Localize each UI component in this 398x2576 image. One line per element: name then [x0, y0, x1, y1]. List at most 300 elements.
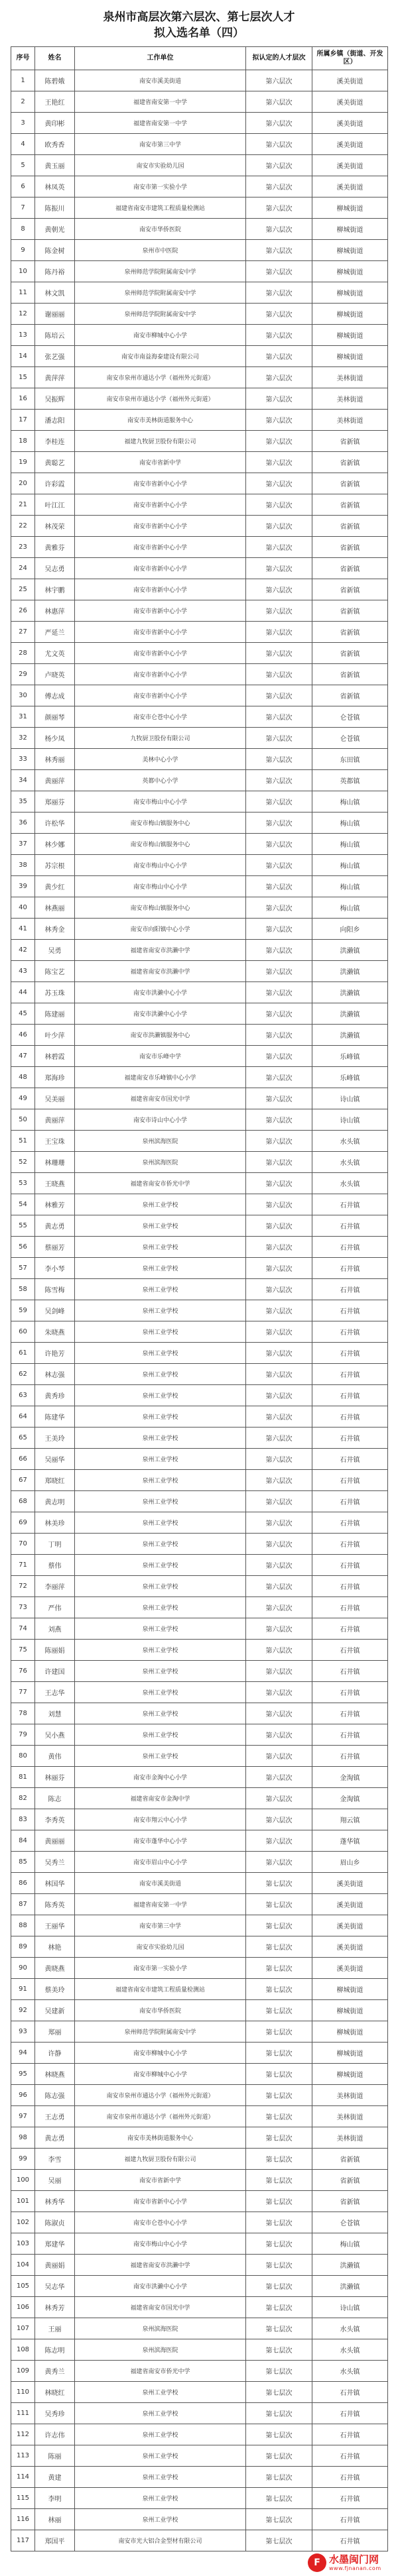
table-row — [11, 961, 388, 982]
table-row — [11, 1025, 388, 1046]
row-name: 苏玉珠 — [35, 982, 75, 1003]
row-name: 陈丽 — [35, 2445, 75, 2467]
row-index: 61 — [11, 1343, 35, 1364]
row-town: 梅山镇 — [312, 876, 388, 897]
row-unit: 泉州工业学校 — [75, 1491, 246, 1512]
row-level: 第六层次 — [246, 643, 312, 664]
table-row — [11, 2170, 388, 2191]
row-name: 林碧霞 — [35, 1046, 75, 1067]
row-level: 第六层次 — [246, 622, 312, 643]
row-index: 36 — [11, 812, 35, 834]
row-unit: 泉州工业学校 — [75, 1470, 246, 1491]
row-town: 石井镇 — [312, 1576, 388, 1597]
row-level: 第六层次 — [246, 1809, 312, 1830]
row-name: 谢丽丽 — [35, 304, 75, 325]
row-town: 水头镇 — [312, 1152, 388, 1173]
row-town: 柳城街道 — [312, 2064, 388, 2085]
row-level: 第六层次 — [246, 1597, 312, 1618]
row-town: 梅山镇 — [312, 834, 388, 855]
row-level: 第七层次 — [246, 2488, 312, 2509]
row-level: 第七层次 — [246, 2021, 312, 2043]
row-town: 石井镇 — [312, 1237, 388, 1258]
row-town: 美林街道 — [312, 367, 388, 388]
row-name: 丁明 — [35, 1534, 75, 1555]
row-name: 林文凯 — [35, 282, 75, 304]
row-unit: 九牧厨卫股份有限公司 — [75, 728, 246, 749]
row-town: 溪美街道 — [312, 113, 388, 134]
row-unit: 福建九牧厨卫股份有限公司 — [75, 2149, 246, 2170]
row-index: 46 — [11, 1025, 35, 1046]
row-name: 许志伟 — [35, 2424, 75, 2445]
row-unit: 福建省南安市侨光中学 — [75, 2361, 246, 2382]
row-town: 柳城街道 — [312, 2000, 388, 2021]
table-row — [11, 473, 388, 494]
table-row — [11, 176, 388, 197]
row-level: 第七层次 — [246, 2149, 312, 2170]
header-level: 拟认定的人才层次 — [246, 47, 312, 70]
row-level: 第七层次 — [246, 2191, 312, 2212]
row-town: 溪美街道 — [312, 1915, 388, 1936]
row-town: 石井镇 — [312, 2424, 388, 2445]
row-unit: 福建省南安市洪濑中学 — [75, 2255, 246, 2276]
row-name: 欧秀香 — [35, 134, 75, 155]
row-name: 叶江江 — [35, 494, 75, 516]
row-town: 溪美街道 — [312, 176, 388, 197]
row-town: 石井镇 — [312, 1321, 388, 1343]
row-unit: 泉州工业学校 — [75, 1724, 246, 1746]
table-row — [11, 1491, 388, 1512]
row-unit: 泉州工业学校 — [75, 1640, 246, 1661]
row-index: 73 — [11, 1597, 35, 1618]
row-level: 第六层次 — [246, 834, 312, 855]
row-level: 第六层次 — [246, 1385, 312, 1406]
row-index: 110 — [11, 2382, 35, 2403]
row-level: 第六层次 — [246, 431, 312, 452]
table-row — [11, 600, 388, 622]
row-index: 13 — [11, 325, 35, 346]
row-unit: 南安市美林街道服务中心 — [75, 410, 246, 431]
row-index: 28 — [11, 643, 35, 664]
row-name: 朱晓燕 — [35, 1321, 75, 1343]
table-row — [11, 1703, 388, 1724]
row-level: 第六层次 — [246, 346, 312, 367]
row-index: 116 — [11, 2509, 35, 2530]
table-row — [11, 558, 388, 579]
row-index: 96 — [11, 2085, 35, 2106]
table-row — [11, 812, 388, 834]
table-row — [11, 2297, 388, 2318]
table-row — [11, 282, 388, 304]
row-name: 林志强 — [35, 1364, 75, 1385]
table-row — [11, 1682, 388, 1703]
row-unit: 泉州滨海医院 — [75, 1131, 246, 1152]
row-town: 省新镇 — [312, 2149, 388, 2170]
row-name: 郑海珍 — [35, 1067, 75, 1088]
row-unit: 泉州工业学校 — [75, 1406, 246, 1428]
row-index: 62 — [11, 1364, 35, 1385]
site-watermark — [308, 2552, 395, 2573]
row-level: 第六层次 — [246, 410, 312, 431]
row-town: 省新镇 — [312, 2170, 388, 2191]
row-level: 第六层次 — [246, 1640, 312, 1661]
table-row — [11, 1343, 388, 1364]
row-level: 第六层次 — [246, 982, 312, 1003]
row-unit: 福建省南安第一中学 — [75, 91, 246, 113]
row-town: 石井镇 — [312, 1512, 388, 1534]
row-name: 林珊珊 — [35, 1152, 75, 1173]
table-row — [11, 1088, 388, 1109]
row-town: 石井镇 — [312, 1682, 388, 1703]
row-unit: 南安市省新中心小学 — [75, 643, 246, 664]
row-town: 乐峰镇 — [312, 1067, 388, 1088]
row-index: 12 — [11, 304, 35, 325]
row-index: 111 — [11, 2403, 35, 2424]
row-unit: 南安市溪美街道 — [75, 70, 246, 91]
row-unit: 泉州工业学校 — [75, 1343, 246, 1364]
row-unit: 泉州工业学校 — [75, 1279, 246, 1300]
row-level: 第六层次 — [246, 1703, 312, 1724]
row-name: 陈志 — [35, 1788, 75, 1809]
row-index: 105 — [11, 2276, 35, 2297]
row-name: 林秀金 — [35, 919, 75, 940]
row-town: 梅山镇 — [312, 2233, 388, 2255]
row-index: 117 — [11, 2530, 35, 2551]
table-row — [11, 770, 388, 791]
row-level: 第七层次 — [246, 2509, 312, 2530]
row-level: 第七层次 — [246, 1936, 312, 1958]
row-level: 第六层次 — [246, 197, 312, 219]
row-level: 第六层次 — [246, 1300, 312, 1321]
row-level: 第七层次 — [246, 2445, 312, 2467]
row-town: 石井镇 — [312, 2530, 388, 2551]
row-town: 石井镇 — [312, 1215, 388, 1237]
row-index: 20 — [11, 473, 35, 494]
row-index: 1 — [11, 70, 35, 91]
row-town: 石井镇 — [312, 2488, 388, 2509]
row-name: 蔡伟 — [35, 1555, 75, 1576]
row-index: 79 — [11, 1724, 35, 1746]
row-town: 石井镇 — [312, 1449, 388, 1470]
row-name: 黄秀珍 — [35, 1385, 75, 1406]
header-town: 所属乡镇（街道、开发区） — [312, 47, 388, 70]
row-name: 吴丽华 — [35, 1449, 75, 1470]
row-town: 水头镇 — [312, 1173, 388, 1194]
row-town: 石井镇 — [312, 1406, 388, 1428]
row-name: 吴丽 — [35, 2170, 75, 2191]
row-level: 第六层次 — [246, 1852, 312, 1873]
row-town: 省新镇 — [312, 622, 388, 643]
row-level: 第六层次 — [246, 876, 312, 897]
row-unit: 泉州工业学校 — [75, 1534, 246, 1555]
row-level: 第六层次 — [246, 1724, 312, 1746]
row-town: 乐峰镇 — [312, 1046, 388, 1067]
row-name: 黄丽萍 — [35, 770, 75, 791]
table-row — [11, 155, 388, 176]
row-level: 第七层次 — [246, 1979, 312, 2000]
row-level: 第六层次 — [246, 558, 312, 579]
table-row — [11, 1046, 388, 1067]
row-level: 第六层次 — [246, 70, 312, 91]
row-town: 溪美街道 — [312, 155, 388, 176]
table-row — [11, 410, 388, 431]
row-unit: 泉州工业学校 — [75, 1364, 246, 1385]
table-row — [11, 982, 388, 1003]
row-name: 郑国平 — [35, 2530, 75, 2551]
row-town: 溪美街道 — [312, 134, 388, 155]
table-row — [11, 919, 388, 940]
row-town: 水头镇 — [312, 2318, 388, 2339]
row-town: 水头镇 — [312, 2361, 388, 2382]
row-unit: 南安市泉州市通达小学（福州外元街道） — [75, 2106, 246, 2127]
document-title — [0, 9, 398, 41]
row-index: 92 — [11, 2000, 35, 2021]
watermark-text — [329, 2554, 381, 2572]
table-row — [11, 1194, 388, 1215]
table-row — [11, 70, 388, 91]
row-town: 英都镇 — [312, 770, 388, 791]
row-name: 黄萍萍 — [35, 367, 75, 388]
table-row — [11, 643, 388, 664]
row-unit: 泉州工业学校 — [75, 1746, 246, 1767]
row-town: 石井镇 — [312, 1534, 388, 1555]
row-name: 黄伟 — [35, 1746, 75, 1767]
row-level: 第六层次 — [246, 897, 312, 919]
row-level: 第六层次 — [246, 219, 312, 240]
row-unit: 南安市省新中心小学 — [75, 2191, 246, 2212]
row-level: 第六层次 — [246, 1173, 312, 1194]
row-unit: 南安市柳城中心小学 — [75, 2043, 246, 2064]
row-name: 黄晓燕 — [35, 1958, 75, 1979]
row-unit: 福建省南安市洪濑中学 — [75, 940, 246, 961]
table-row — [11, 1555, 388, 1576]
row-unit: 南安市梅山镇服务中心 — [75, 812, 246, 834]
row-name: 黄聪艺 — [35, 452, 75, 473]
row-level: 第六层次 — [246, 1830, 312, 1852]
row-level: 第六层次 — [246, 1025, 312, 1046]
row-unit: 泉州工业学校 — [75, 1597, 246, 1618]
row-name: 林晓燕 — [35, 2064, 75, 2085]
row-index: 98 — [11, 2127, 35, 2149]
row-unit: 南安市梅山镇服务中心 — [75, 834, 246, 855]
row-level: 第七层次 — [246, 2361, 312, 2382]
row-index: 19 — [11, 452, 35, 473]
row-index: 103 — [11, 2233, 35, 2255]
row-town: 石井镇 — [312, 1555, 388, 1576]
row-town: 柳城街道 — [312, 2043, 388, 2064]
row-index: 42 — [11, 940, 35, 961]
table-row — [11, 2488, 388, 2509]
row-level: 第六层次 — [246, 134, 312, 155]
table-row — [11, 1724, 388, 1746]
row-level: 第七层次 — [246, 2403, 312, 2424]
row-level: 第六层次 — [246, 473, 312, 494]
row-level: 第六层次 — [246, 91, 312, 113]
row-name: 陈振川 — [35, 197, 75, 219]
row-level: 第六层次 — [246, 855, 312, 876]
header-row — [11, 47, 388, 70]
table-row — [11, 1640, 388, 1661]
row-unit: 南安市实验幼儿园 — [75, 1936, 246, 1958]
row-unit: 福建南安市乐峰镇中心小学 — [75, 1067, 246, 1088]
row-level: 第六层次 — [246, 728, 312, 749]
row-town: 眉山乡 — [312, 1852, 388, 1873]
row-level: 第六层次 — [246, 1152, 312, 1173]
row-index: 87 — [11, 1894, 35, 1915]
row-unit: 泉州工业学校 — [75, 1449, 246, 1470]
row-unit: 泉州工业学校 — [75, 1512, 246, 1534]
table-row — [11, 1767, 388, 1788]
row-unit: 南安市省新中心小学 — [75, 537, 246, 558]
row-index: 108 — [11, 2339, 35, 2361]
row-town: 仑苍镇 — [312, 706, 388, 728]
row-level: 第六层次 — [246, 516, 312, 537]
row-name: 黄雅芬 — [35, 537, 75, 558]
row-index: 104 — [11, 2255, 35, 2276]
row-index: 66 — [11, 1449, 35, 1470]
row-name: 潘志阳 — [35, 410, 75, 431]
row-index: 21 — [11, 494, 35, 516]
row-unit: 南安市实验幼儿园 — [75, 155, 246, 176]
table-row — [11, 1576, 388, 1597]
table-row — [11, 791, 388, 812]
table-row — [11, 1661, 388, 1682]
table-row — [11, 2127, 388, 2149]
row-town: 石井镇 — [312, 1470, 388, 1491]
row-town: 柳城街道 — [312, 261, 388, 282]
row-unit: 南安市第三中学 — [75, 1915, 246, 1936]
row-unit: 南安市向阳镇中心小学 — [75, 919, 246, 940]
row-level: 第七层次 — [246, 2043, 312, 2064]
table-row — [11, 1237, 388, 1258]
table-row — [11, 261, 388, 282]
table-row — [11, 1364, 388, 1385]
table-row — [11, 2361, 388, 2382]
row-name: 吴振辉 — [35, 388, 75, 410]
row-name: 林惠萍 — [35, 600, 75, 622]
row-town: 石井镇 — [312, 1661, 388, 1682]
row-unit: 泉州工业学校 — [75, 2403, 246, 2424]
row-unit: 南安市省新中心小学 — [75, 664, 246, 685]
row-index: 38 — [11, 855, 35, 876]
row-town: 水头镇 — [312, 1131, 388, 1152]
row-level: 第六层次 — [246, 1194, 312, 1215]
table-row — [11, 1894, 388, 1915]
row-name: 林晓红 — [35, 2382, 75, 2403]
row-town: 溪美街道 — [312, 1958, 388, 1979]
table-row — [11, 2191, 388, 2212]
row-name: 黄秀兰 — [35, 2361, 75, 2382]
row-index: 106 — [11, 2297, 35, 2318]
row-unit: 福建省南安第一中学 — [75, 113, 246, 134]
row-town: 美林街道 — [312, 388, 388, 410]
row-index: 31 — [11, 706, 35, 728]
row-unit: 泉州工业学校 — [75, 1258, 246, 1279]
row-unit: 南安市仑苍中心小学 — [75, 2212, 246, 2233]
row-name: 王志勇 — [35, 2106, 75, 2127]
row-name: 林秀华 — [35, 2191, 75, 2212]
row-index: 64 — [11, 1406, 35, 1428]
row-town: 仑苍镇 — [312, 2212, 388, 2233]
row-name: 黄朝光 — [35, 219, 75, 240]
row-unit: 南安市光大铝合金型材有限公司 — [75, 2530, 246, 2551]
row-town: 省新镇 — [312, 643, 388, 664]
table-row — [11, 2318, 388, 2339]
row-name: 吴志华 — [35, 2276, 75, 2297]
row-unit: 泉州工业学校 — [75, 1385, 246, 1406]
table-row — [11, 1406, 388, 1428]
row-level: 第六层次 — [246, 1428, 312, 1449]
row-town: 蓬华镇 — [312, 1830, 388, 1852]
row-unit: 泉州工业学校 — [75, 2509, 246, 2530]
row-name: 刘慧 — [35, 1703, 75, 1724]
row-town: 石井镇 — [312, 1279, 388, 1300]
row-index: 51 — [11, 1131, 35, 1152]
row-name: 黄丽萍 — [35, 1109, 75, 1131]
row-unit: 南安市洪濑中心小学 — [75, 2276, 246, 2297]
watermark-logo-icon: F — [308, 2553, 326, 2572]
row-index: 9 — [11, 240, 35, 261]
table-row — [11, 876, 388, 897]
row-unit: 南安市美林街道服务中心 — [75, 2127, 246, 2149]
row-unit: 南安市梅山中心小学 — [75, 791, 246, 812]
row-unit: 泉州工业学校 — [75, 1237, 246, 1258]
row-unit: 福建省南安市侨光中学 — [75, 1173, 246, 1194]
row-unit: 泉州工业学校 — [75, 1428, 246, 1449]
row-name: 陈丹裕 — [35, 261, 75, 282]
row-index: 48 — [11, 1067, 35, 1088]
row-index: 85 — [11, 1852, 35, 1873]
header-unit: 工作单位 — [75, 47, 246, 70]
row-index: 15 — [11, 367, 35, 388]
row-index: 69 — [11, 1512, 35, 1534]
table-row — [11, 2276, 388, 2297]
row-index: 11 — [11, 282, 35, 304]
row-name: 王美玲 — [35, 1428, 75, 1449]
row-name: 陈建华 — [35, 1406, 75, 1428]
row-name: 黄少红 — [35, 876, 75, 897]
row-level: 第六层次 — [246, 791, 312, 812]
row-index: 30 — [11, 685, 35, 706]
row-level: 第六层次 — [246, 579, 312, 600]
row-town: 梅山镇 — [312, 812, 388, 834]
row-town: 石井镇 — [312, 1428, 388, 1449]
row-level: 第六层次 — [246, 388, 312, 410]
row-name: 陈碧娥 — [35, 70, 75, 91]
row-unit: 南安市第三中学 — [75, 134, 246, 155]
table-row — [11, 388, 388, 410]
title-line-1: 泉州市高层次第六层次、第七层次人才 — [103, 11, 295, 24]
row-name: 许艳芳 — [35, 1343, 75, 1364]
table-row — [11, 1067, 388, 1088]
row-unit: 南安市省新中心小学 — [75, 685, 246, 706]
row-name: 陈秀英 — [35, 1894, 75, 1915]
table-row — [11, 1003, 388, 1025]
row-town: 石井镇 — [312, 1746, 388, 1767]
row-town: 柳城街道 — [312, 1979, 388, 2000]
row-town: 梅山镇 — [312, 897, 388, 919]
table-row — [11, 2339, 388, 2361]
row-index: 47 — [11, 1046, 35, 1067]
row-name: 张艺强 — [35, 346, 75, 367]
row-index: 60 — [11, 1321, 35, 1343]
row-name: 黄志勇 — [35, 2127, 75, 2149]
row-name: 陈丽娟 — [35, 1640, 75, 1661]
row-level: 第六层次 — [246, 600, 312, 622]
row-unit: 泉州师范学院附属南安中学 — [75, 304, 246, 325]
row-level: 第七层次 — [246, 2255, 312, 2276]
row-level: 第六层次 — [246, 1661, 312, 1682]
row-level: 第六层次 — [246, 1046, 312, 1067]
